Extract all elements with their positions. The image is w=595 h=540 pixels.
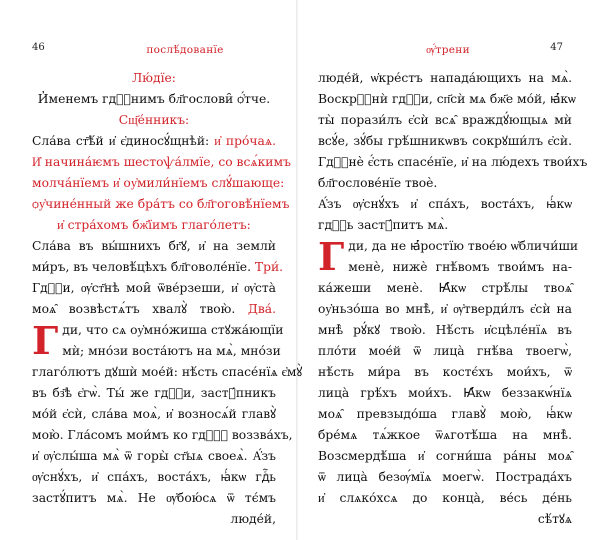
text-block xyxy=(32,68,303,530)
text-line xyxy=(318,173,572,194)
rubric-tail: и҆ про́чаѧ. xyxy=(209,134,276,148)
drop-cap: Г xyxy=(32,318,59,363)
line-text: глаго́лютъ дꙋшѝ мое́й: нѣ́сть спасе́нїѧ є҆мꙋ̀ xyxy=(32,365,303,379)
text-line xyxy=(32,131,276,152)
text-line xyxy=(32,404,276,425)
text-line xyxy=(318,89,576,110)
text-line xyxy=(318,152,588,173)
line-text: И̓менемъ гдⷭ҇нимъ бл҃гослови̑ ѻ҆́тче. xyxy=(37,92,271,106)
line-text: Сщ҃е́нникъ: xyxy=(118,113,190,127)
running-head: послѣ́дованїе xyxy=(146,44,224,56)
rubric-tail: Два́. xyxy=(235,302,276,316)
line-text: ди, да не ꙗ҆́ростїю твое́ю ѡ҆бличи́ши xyxy=(348,239,579,253)
text-line xyxy=(32,425,293,446)
text-line xyxy=(32,194,290,215)
line-text: ѿ лица̀ безѹ́мїѧ моегѡ̀. Пострада́хъ xyxy=(318,470,572,484)
line-text: нѣ́сть ми́ра въ костє́хъ мои́хъ, ѿ xyxy=(318,365,572,379)
line-text: моѧ̑ возвѣстѧ́тъ хвалꙋ̀ твою̀. xyxy=(32,302,236,316)
text-line xyxy=(32,215,276,236)
text-line xyxy=(32,257,284,278)
text-line xyxy=(32,467,276,488)
line-text: бре́мѧ тѧ́жкое ѿѧготѣ́ша на мнѣ̀. xyxy=(318,428,572,442)
line-text: Сла́ва въ вы́шнихъ бг҃ꙋ, и҆ на землѝ xyxy=(32,239,276,253)
line-text: менѐ, нижѐ гнѣ́вомъ твои́мъ на- xyxy=(348,260,572,274)
line-text: и҆ стра́хомъ бж҃їимъ глаго́летъ: xyxy=(57,218,251,232)
text-line xyxy=(32,488,276,509)
text-line xyxy=(32,152,291,173)
line-text: моѧ̑ превзыдо́ша главꙋ̀ мою̀, ꙗ҆́кѡ xyxy=(318,407,572,421)
text-line xyxy=(32,509,276,530)
line-text: пло́ти мое́й ѿ лица̀ гнѣ́ва твоегѡ̀, xyxy=(318,344,572,358)
text-line xyxy=(32,236,276,257)
line-text: гдⷭ҇ь застꙋ́питъ мѧ̀. xyxy=(318,218,449,232)
line-text: Лю́дїе: xyxy=(132,71,176,85)
text-line xyxy=(318,320,572,341)
text-line xyxy=(318,110,572,131)
line-text: ѹ҆снꙋ́хъ, и҆ спа́хъ, воста́хъ, ꙗ҆́кѡ гдⷭ҇ь xyxy=(32,470,276,484)
text-line xyxy=(318,131,572,152)
text-line xyxy=(318,341,572,362)
line-text: оу҆ньзо́ша во мнѣ̀, и҆ ѹ҆тверди́лъ є҆сѝ на xyxy=(318,302,572,316)
text-line xyxy=(318,509,572,530)
text-line xyxy=(318,425,572,446)
line-text: люде́й, ѡ҆кре́стъ напада́ющихъ на мѧ̀. xyxy=(318,71,572,85)
right-page xyxy=(298,0,595,540)
running-head: ѹ҆́трени xyxy=(426,44,470,56)
line-text: ди, что сѧ оу҆мно́жиша стꙋжа́ющїи xyxy=(62,323,284,337)
line-text: ми́ръ, въ человѣ́цѣхъ бл҃говоле́нїе. xyxy=(32,260,251,274)
line-text: мнѣ̀ рꙋ́кꙋ твою̀. Нѣ́сть и҆сцѣле́нїѧ въ xyxy=(318,323,572,337)
text-line xyxy=(32,68,276,89)
text-line xyxy=(318,488,572,509)
line-text: Гдⷭ҇нѐ є҆́сть спасе́нїе, и҆ на лю́дехъ твои́хъ xyxy=(318,155,588,169)
line-text: мо́й є҆сѝ, сла́ва моѧ̀, и҆ возносѧ́й главꙋ̀ xyxy=(32,407,276,421)
line-text: въ бз҃ѣ є҆гѡ̀. Ты́ же гдⷭ҇и, застꙋ́пникъ xyxy=(32,386,276,400)
line-text: всꙋ́е, зꙋ́бы грѣ́шникѡвъ сокрꙋши́лъ є҆сѝ. xyxy=(318,134,572,148)
text-line xyxy=(318,215,572,236)
drop-cap: Г xyxy=(318,234,345,279)
line-text: и҆ ѹ҆слы́ша мѧ̀ ѿ горы̀ ст҃ыѧ своеѧ̀. А҆́зъ xyxy=(32,449,276,463)
line-text: Возсмердѣ́ша и҆ согни́ша ра́ны моѧ̑ xyxy=(318,449,572,463)
text-line xyxy=(318,467,572,488)
text-line xyxy=(318,299,572,320)
line-text: молча́нїемъ и҆ оу҆мили́нїемъ слꙋ́шающе: xyxy=(32,176,285,190)
text-line xyxy=(32,446,276,467)
line-text: бл҃гослове́нїе твоѐ. xyxy=(318,176,438,190)
text-line xyxy=(32,341,281,362)
line-text: мою̀. Гла́сомъ мои́мъ ко гдⷭ҇ꙋ воззва́хъ, xyxy=(32,428,293,442)
text-line xyxy=(318,257,572,278)
line-text: сѣ́тꙋѧ xyxy=(537,512,572,526)
line-text: Гдⷭ҇и, ѹ҆ст҃нѣ мои̑ ѿве́рзеши, и҆ ѹ҆ста̀ xyxy=(32,281,276,295)
text-line xyxy=(318,383,572,404)
line-text: И҆ начина́ѥмъ шестоѱа́лмїе, со всѧ́кимъ xyxy=(32,155,291,169)
text-line xyxy=(318,236,579,257)
rubric-tail: Три́. xyxy=(251,260,284,274)
text-block xyxy=(318,68,588,530)
text-line xyxy=(318,278,572,299)
line-text: мѝ; мно́зи воста́ютъ на мѧ̀, мно́зи xyxy=(62,344,281,358)
line-text: ка́жеши менѐ. Ꙗ҆́кѡ стрѣ́лы твоѧ̑ xyxy=(318,281,572,295)
page-number: 46 xyxy=(32,42,45,53)
text-line xyxy=(318,404,572,425)
line-text: люде́й, xyxy=(230,512,276,526)
text-line xyxy=(318,446,572,467)
text-line xyxy=(32,320,284,341)
line-text: А҆́зъ ѹ҆снꙋ́хъ и҆ спа́хъ, воста́хъ, ꙗ҆́кѡ xyxy=(318,197,572,211)
line-text: лица̀ грѣ́хъ мои́хъ. Ꙗ҆́кѡ беззакѡ́нїѧ xyxy=(318,386,572,400)
line-text: Сла́ва ст҃ѣ́й и҆ є҆диносꙋ́щнѣй: xyxy=(32,134,210,148)
text-line xyxy=(32,362,303,383)
text-line xyxy=(32,89,276,110)
page-number: 47 xyxy=(550,42,563,53)
text-line xyxy=(32,383,276,404)
line-text: застꙋ́питъ мѧ̀. Не ѹ҆бою́сѧ ѿ тє́мъ xyxy=(32,491,276,505)
text-line xyxy=(318,194,572,215)
line-text: Воскрⷭ҇нѝ гдⷭ҇и, сп҃сѝ мѧ бж҃е мо́й, ꙗ҆́кѡ xyxy=(318,92,576,106)
text-line xyxy=(318,68,572,89)
text-line xyxy=(32,110,276,131)
line-text: и҆ слѧко́хсѧ до конца̀, ве́сь де́нь xyxy=(318,491,572,505)
line-text: ты̀ порази́лъ є҆сѝ всѧ̑ враждꙋ́ющыѧ мѝ xyxy=(318,113,572,127)
text-line xyxy=(32,173,285,194)
line-text: ѻу҆чине́нный же бра́тъ со бл҃гоговѣ́нїемъ xyxy=(32,197,290,211)
text-line xyxy=(32,278,276,299)
text-line xyxy=(32,299,276,320)
text-line xyxy=(318,362,572,383)
